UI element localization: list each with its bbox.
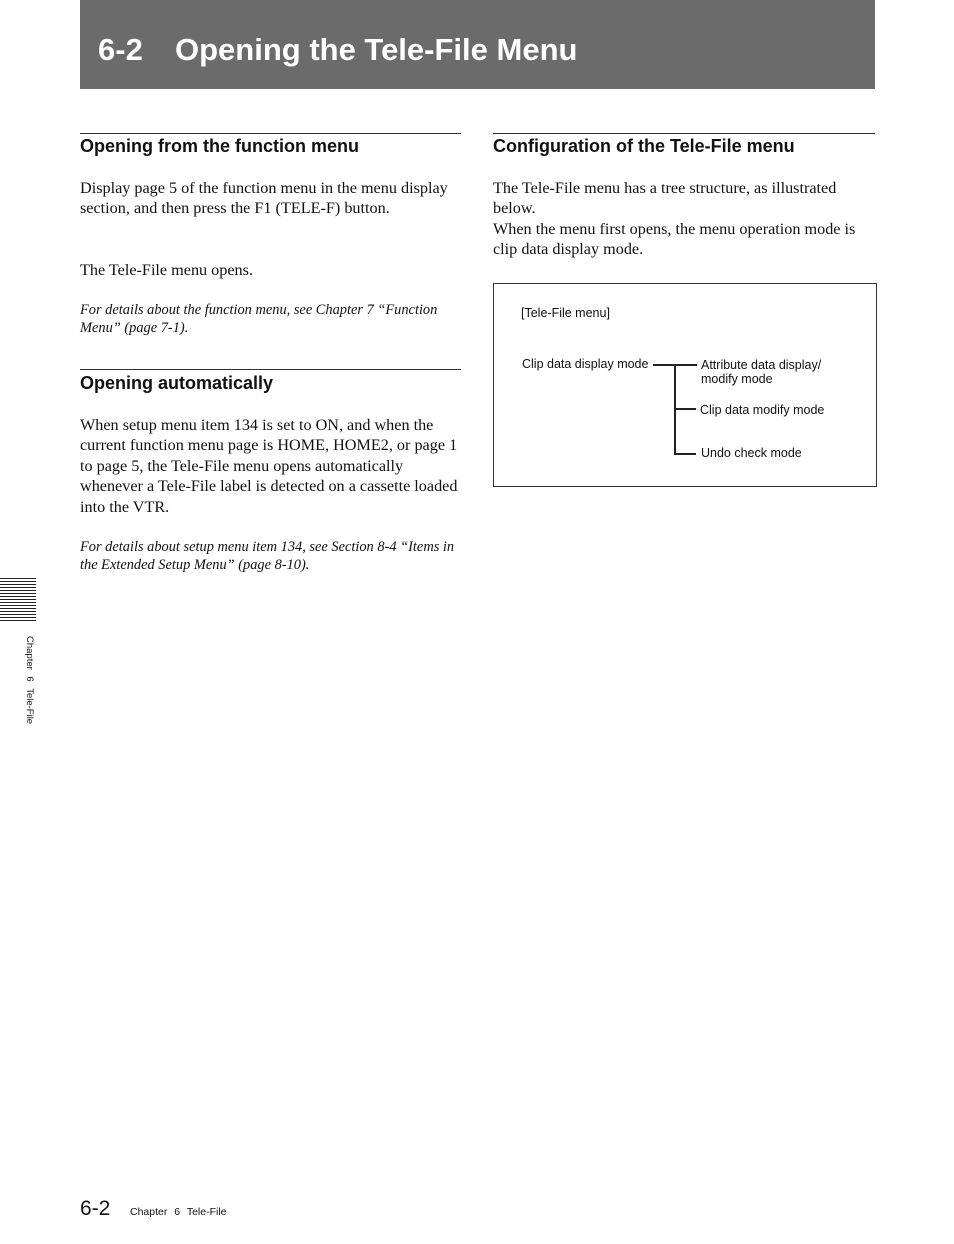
section-title-text: Opening the Tele-File Menu: [175, 32, 578, 67]
note-setup-menu-reference: For details about setup menu item 134, see Section 8-4 “Items in the Extended Setup Menu” (page 8-10).: [80, 539, 455, 573]
section-divider: [80, 369, 461, 370]
subheading-opening-automatically: Opening automatically: [80, 373, 274, 393]
section-divider: [493, 133, 875, 134]
section-header-bar: [80, 0, 875, 89]
diagram-child-node-attribute: Attribute data display/ modify mode: [701, 358, 822, 386]
paragraph-menu-opens: The Tele-File menu opens.: [80, 261, 253, 279]
chapter-tab-marker: [0, 578, 36, 622]
footer-chapter-label: Chapter 6 Tele-File: [130, 1206, 227, 1218]
diagram-child-node-undo: Undo check mode: [701, 446, 802, 460]
note-function-menu-reference: For details about the function menu, see Chapter 7 “Function Menu” (page 7-1).: [80, 302, 438, 336]
subheading-configuration: Configuration of the Tele-File menu: [493, 136, 795, 156]
tree-connector: [674, 453, 696, 455]
page-number: 6-2: [80, 1197, 111, 1220]
side-chapter-label: Chapter 6 Tele-File: [24, 636, 35, 725]
section-number: 6-2: [98, 32, 143, 67]
section-divider: [80, 133, 461, 134]
tree-connector: [674, 408, 696, 410]
paragraph-auto-open-conditions: When setup menu item 134 is set to ON, and when the current function menu page is HOME, HOME2, or page 1 to page 5, the Tele-File menu opens automatically whenever a Tele-File label is detected on a cassette loaded into the VTR.: [80, 416, 458, 516]
subheading-function-menu: Opening from the function menu: [80, 136, 359, 156]
paragraph-initial-mode: When the menu first opens, the menu operation mode is clip data display mode.: [493, 220, 856, 259]
section-title: [98, 34, 577, 65]
menu-tree-diagram: [493, 283, 877, 487]
diagram-parent-node: Clip data display mode: [522, 357, 649, 371]
diagram-child-node-clip-modify: Clip data modify mode: [700, 403, 825, 417]
paragraph-function-menu-steps: Display page 5 of the function menu in the menu display section, and then press the F1 (TELE-F) button.: [80, 179, 448, 218]
paragraph-tree-structure: The Tele-File menu has a tree structure, as illustrated below.: [493, 179, 837, 218]
diagram-root-label: [Tele-File menu]: [521, 306, 610, 320]
